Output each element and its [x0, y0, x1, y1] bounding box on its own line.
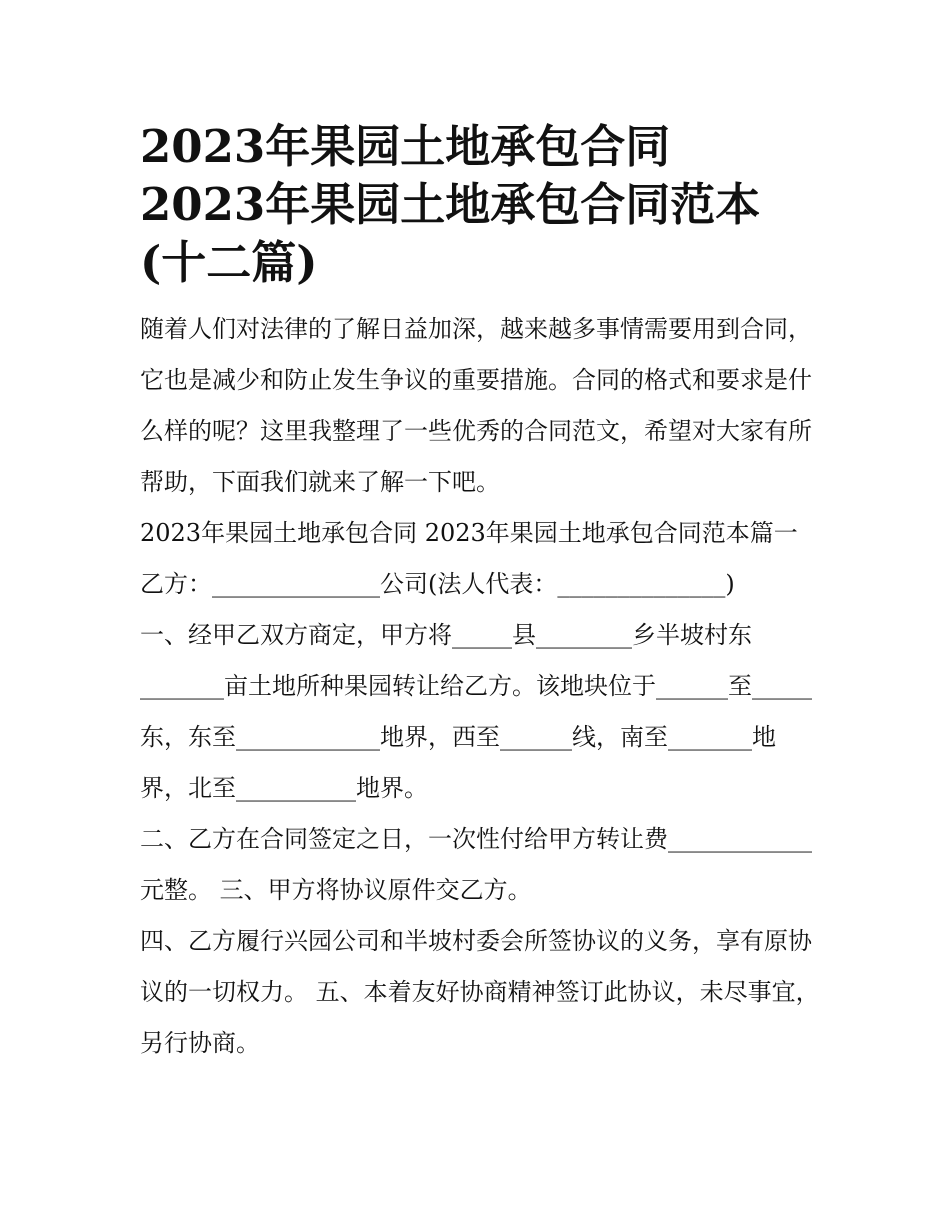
- title-line-2: 2023年果园土地承包合同范本: [140, 178, 761, 231]
- document-page: [140, 118, 820, 1069]
- section-heading: 2023年果园土地承包合同 2023年果园土地承包合同范本篇一: [140, 519, 798, 547]
- party-b-line: 乙方：______________公司(法人代表：______________): [140, 570, 735, 598]
- title-line-1: 2023年果园土地承包合同: [140, 120, 671, 173]
- document-body: [140, 304, 820, 1069]
- clause-4-5: 四、乙方履行兴园公司和半坡村委会所签协议的义务，享有原协议的一切权力。 五、本着友好协商精神签订此协议，未尽事宜，另行协商。: [140, 927, 820, 1057]
- document-title: [140, 118, 820, 292]
- clause-1: 一、经甲乙双方商定，甲方将_____县________乡半坡村东_______亩土地所种果园转让给乙方。该地块位于______至_____东，东至____________地界，西至______线，南至_______地界，北至__________地界。: [140, 621, 812, 802]
- intro-paragraph: 随着人们对法律的了解日益加深，越来越多事情需要用到合同，它也是减少和防止发生争议的重要措施。合同的格式和要求是什么样的呢？这里我整理了一些优秀的合同范文，希望对大家有所帮助，下面我们就来了解一下吧。: [140, 315, 812, 496]
- title-line-3: (十二篇): [140, 236, 318, 289]
- clause-2-3: 二、乙方在合同签定之日，一次性付给甲方转让费____________元整。 三、甲方将协议原件交乙方。: [140, 825, 812, 904]
